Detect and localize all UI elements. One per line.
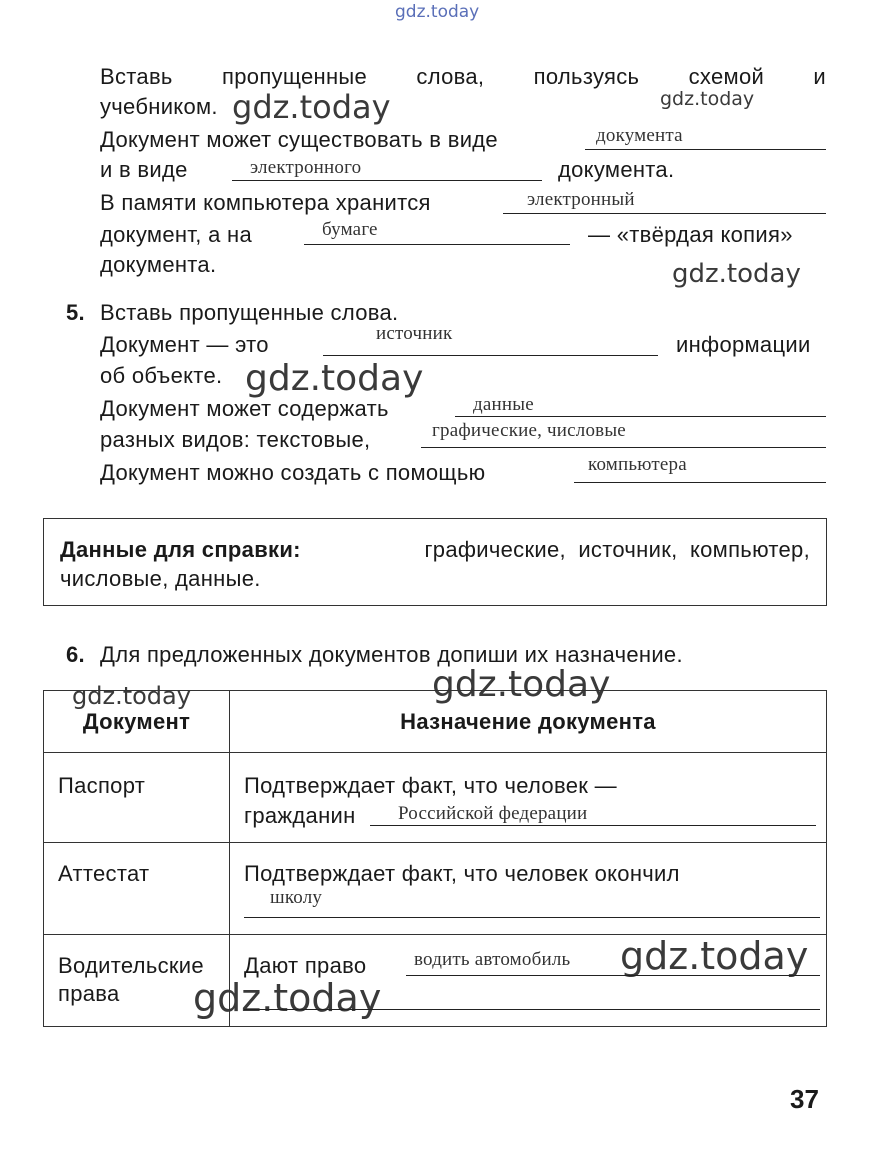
watermark: gdz.today — [672, 259, 801, 289]
word: и — [813, 64, 826, 89]
task5-line3: Документ может содержать — [100, 396, 389, 421]
task5-line1: Документ — это — [100, 332, 269, 357]
purpose-cell — [230, 753, 827, 843]
word: схемой — [688, 64, 765, 89]
task4-sentence4: документ, а на — [100, 222, 253, 247]
reference-box — [43, 518, 827, 606]
reference-words: графические, источник, компьютер, — [424, 537, 810, 562]
document-name-line2: права — [58, 981, 120, 1006]
purpose-cell — [230, 843, 827, 935]
answer-line — [455, 416, 826, 417]
answer-line — [585, 149, 826, 150]
answer-text: электронный — [527, 189, 635, 210]
task4-sentence5: документа. — [100, 252, 217, 277]
document-cell — [44, 843, 230, 935]
table-row — [44, 753, 827, 843]
task5-line5: Документ можно создать с помощью — [100, 460, 486, 485]
document-name: Паспорт — [58, 773, 146, 798]
word: слова, — [416, 64, 485, 89]
answer-text: данные — [473, 394, 534, 415]
answer-text: Российской федерации — [398, 803, 588, 824]
task4-sentence3: В памяти компьютера хранится — [100, 190, 431, 215]
answer-line — [503, 213, 826, 214]
answer-text: водить автомобиль — [414, 949, 571, 970]
answer-line — [574, 482, 826, 483]
purpose-text: Подтверждает факт, что человек — — [244, 773, 617, 798]
watermark: gdz.today — [660, 88, 755, 110]
document-cell — [44, 935, 230, 1027]
table-row — [44, 935, 827, 1027]
task5-line4: разных видов: текстовые, — [100, 427, 371, 452]
purpose-cell — [230, 935, 827, 1027]
documents-table — [43, 690, 827, 1027]
answer-line — [244, 917, 820, 918]
header-cell — [230, 691, 827, 753]
task5-line1-end: информации — [676, 332, 811, 357]
answer-text: компьютера — [588, 454, 687, 475]
task5-line2: об объекте. — [100, 363, 223, 388]
answer-line — [370, 825, 816, 826]
document-cell — [44, 753, 230, 843]
answer-text: графические, числовые — [432, 420, 626, 441]
answer-text: бумаге — [322, 219, 378, 240]
watermark: gdz.today — [395, 2, 480, 22]
purpose-text: Подтверждает факт, что человек окончил — [244, 861, 680, 886]
column-header-purpose: Назначение документа — [400, 708, 656, 734]
answer-line — [323, 355, 658, 356]
word: пользуясь — [533, 64, 640, 89]
word: Вставь — [100, 64, 173, 89]
watermark: gdz.today — [193, 976, 382, 1020]
purpose-text: гражданин — [244, 803, 356, 828]
watermark: gdz.today — [232, 88, 391, 126]
table-header-row — [44, 691, 827, 753]
table-row — [44, 843, 827, 935]
answer-text: школу — [270, 887, 323, 908]
watermark: gdz.today — [245, 358, 424, 399]
column-header-document: Документ — [82, 708, 191, 734]
task5-title: Вставь пропущенные слова. — [100, 300, 399, 325]
reference-label: Данные для справки: — [60, 537, 301, 562]
task4-intro-line2: учебником. — [100, 94, 218, 119]
answer-line — [244, 1009, 820, 1010]
answer-line — [232, 180, 542, 181]
purpose-text: Дают право — [244, 953, 367, 978]
page-number: 37 — [790, 1084, 819, 1114]
task5-number: 5. — [66, 300, 85, 325]
task4-sentence2: и в виде — [100, 157, 188, 182]
watermark: gdz.today — [72, 682, 191, 710]
answer-text: документа — [596, 125, 683, 146]
header-cell — [44, 691, 230, 753]
task6-number: 6. — [66, 642, 85, 667]
task4-sentence2-end: документа. — [558, 157, 675, 182]
watermark: gdz.today — [432, 664, 611, 705]
task4-sentence1: Документ может существовать в виде — [100, 127, 498, 152]
word: пропущенные — [222, 64, 368, 89]
answer-line — [406, 975, 820, 976]
task4-sentence4-end: — «твёрдая копия» — [588, 222, 793, 247]
watermark: gdz.today — [620, 934, 809, 978]
answer-text: источник — [376, 323, 453, 344]
task6-title: Для предложенных документов допиши их назначение. — [100, 642, 683, 667]
answer-text: электронного — [250, 157, 362, 178]
document-name: Аттестат — [58, 861, 150, 886]
answer-line — [421, 447, 826, 448]
task4-intro-line — [100, 64, 826, 90]
document-name-line1: Водительские — [58, 953, 204, 978]
reference-line2: числовые, данные. — [60, 566, 261, 591]
reference-line1 — [60, 537, 810, 563]
answer-line — [304, 244, 570, 245]
